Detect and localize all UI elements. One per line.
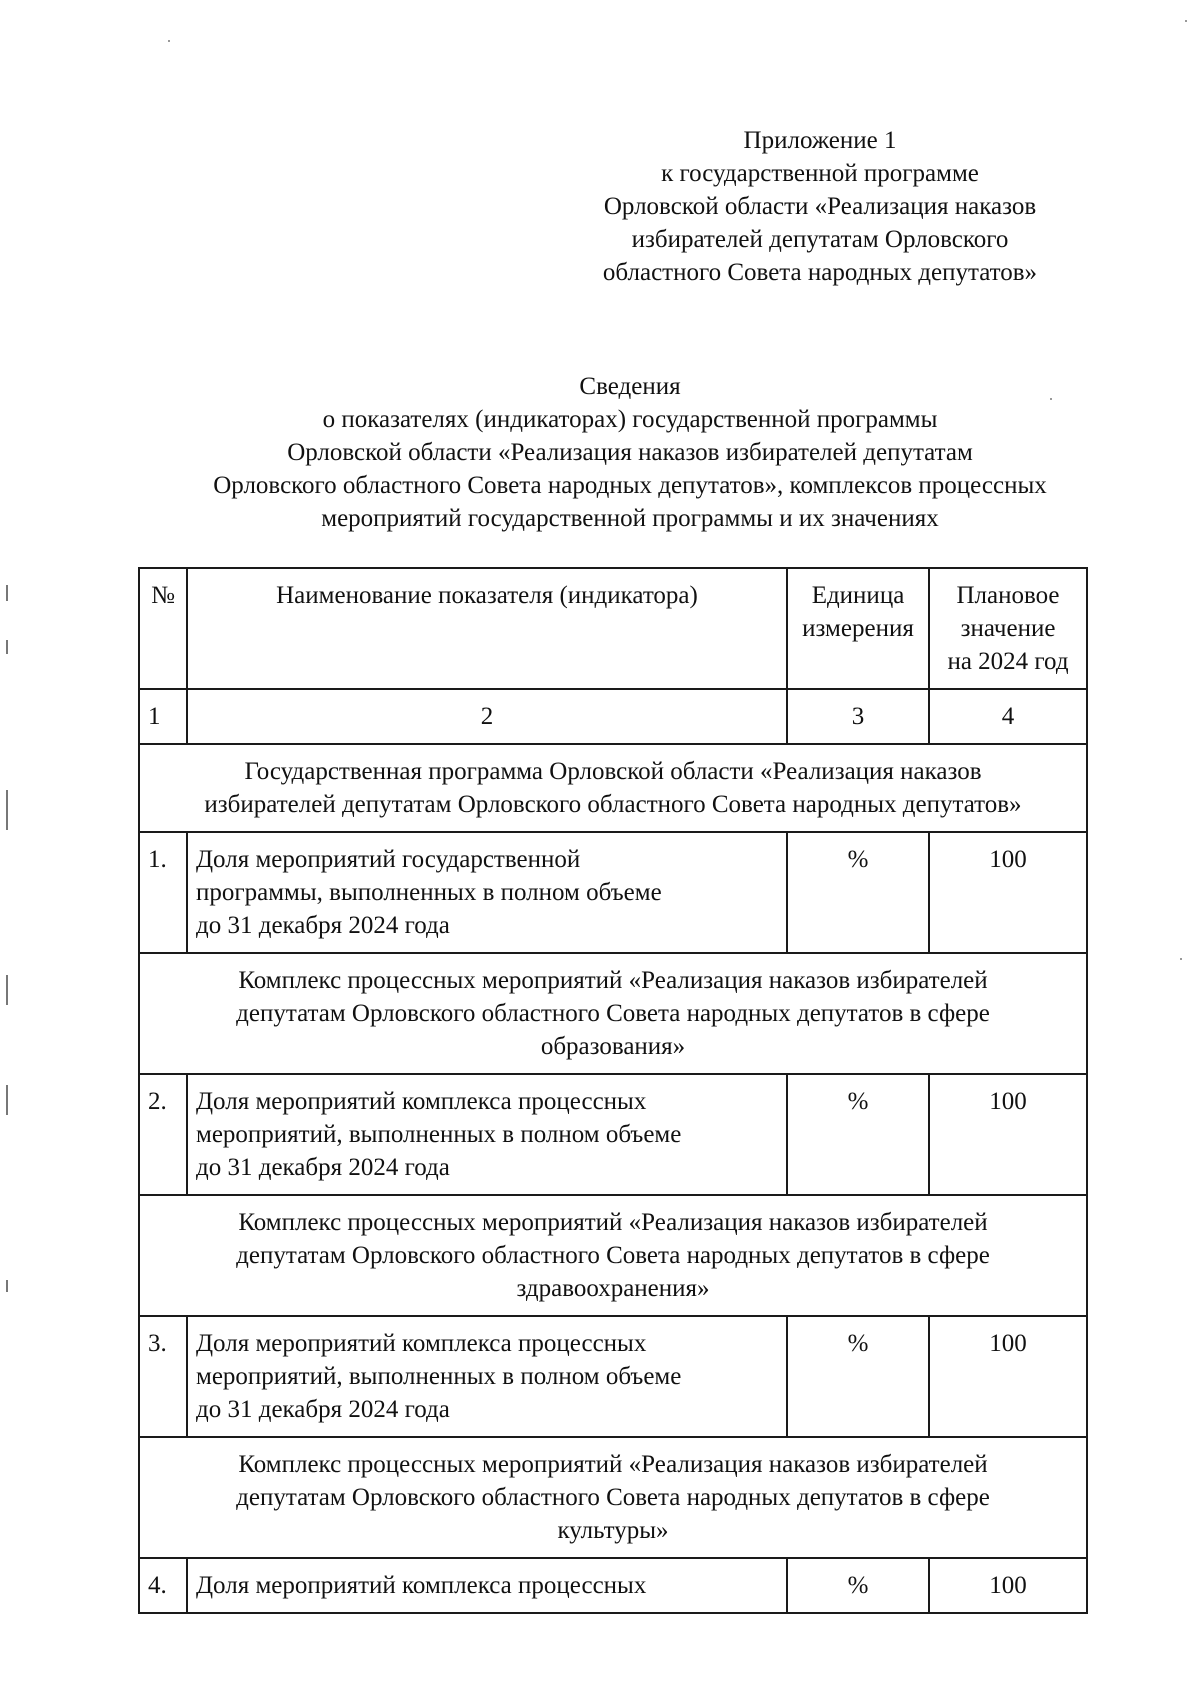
header-unit-line: Единица xyxy=(811,582,905,609)
row-name-line: мероприятий, выполненных в полном объеме xyxy=(196,1363,682,1390)
row-value: 100 xyxy=(929,832,1087,953)
appendix-line: избирателей депутатам Орловского xyxy=(631,226,1009,253)
row-name xyxy=(187,832,787,953)
row-name-line: мероприятий, выполненных в полном объеме xyxy=(196,1121,682,1148)
section-title-row xyxy=(139,953,1087,1074)
scan-edge-mark xyxy=(6,790,8,830)
header-unit xyxy=(787,568,929,689)
header-value-line: на 2024 год xyxy=(947,648,1069,675)
row-name-line: до 31 декабря 2024 года xyxy=(196,1154,450,1181)
appendix-line: Приложение 1 xyxy=(743,127,897,154)
scan-edge-mark xyxy=(6,975,8,1005)
row-name-line: до 31 декабря 2024 года xyxy=(196,912,450,939)
row-name xyxy=(187,1558,787,1613)
appendix-line: Орловской области «Реализация наказов xyxy=(603,193,1037,220)
row-value: 100 xyxy=(929,1074,1087,1195)
section-title-line: избирателей депутатам Орловского областного Совета народных депутатов» xyxy=(204,791,1022,818)
section-title-line: Комплекс процессных мероприятий «Реализация наказов избирателей xyxy=(238,1209,988,1236)
section-title-row xyxy=(139,1195,1087,1316)
heading-line: о показателях (индикаторах) государственной программы xyxy=(322,406,938,433)
heading-line: мероприятий государственной программы и их значениях xyxy=(321,505,939,532)
section-title-line: депутатам Орловского областного Совета народных депутатов в сфере xyxy=(236,1000,990,1027)
row-name-line: Доля мероприятий комплекса процессных xyxy=(196,1088,647,1115)
appendix-line: к государственной программе xyxy=(661,160,979,187)
column-number: 4 xyxy=(929,689,1087,744)
row-num: 1. xyxy=(139,832,187,953)
table-header-row xyxy=(139,568,1087,689)
header-value xyxy=(929,568,1087,689)
row-name-line: Доля мероприятий государственной xyxy=(196,846,581,873)
scan-edge-mark xyxy=(6,585,8,601)
row-name-line: программы, выполненных в полном объеме xyxy=(196,879,662,906)
row-value: 100 xyxy=(929,1558,1087,1613)
header-value-line: Плановое xyxy=(956,582,1060,609)
section-title xyxy=(139,744,1087,832)
row-name xyxy=(187,1316,787,1437)
section-title-line: здравоохранения» xyxy=(516,1275,710,1302)
section-title-row xyxy=(139,744,1087,832)
header-unit-line: измерения xyxy=(802,615,914,642)
section-title-line: депутатам Орловского областного Совета народных депутатов в сфере xyxy=(236,1484,990,1511)
row-unit: % xyxy=(787,832,929,953)
section-title-line: депутатам Орловского областного Совета народных депутатов в сфере xyxy=(236,1242,990,1269)
row-num: 4. xyxy=(139,1558,187,1613)
indicators-table xyxy=(138,567,1088,1614)
row-name-line: Доля мероприятий комплекса процессных xyxy=(196,1330,647,1357)
row-num: 2. xyxy=(139,1074,187,1195)
heading-line: Орловской области «Реализация наказов избирателей депутатам xyxy=(287,439,973,466)
scan-edge-mark xyxy=(6,1085,8,1115)
row-unit: % xyxy=(787,1316,929,1437)
section-title xyxy=(139,1437,1087,1558)
table-row xyxy=(139,832,1087,953)
column-number: 3 xyxy=(787,689,929,744)
table-row xyxy=(139,1316,1087,1437)
section-title xyxy=(139,1195,1087,1316)
section-title xyxy=(139,953,1087,1074)
scan-speck xyxy=(168,40,170,42)
heading-title: Сведения xyxy=(579,373,681,400)
table-row xyxy=(139,1074,1087,1195)
row-name-line: до 31 декабря 2024 года xyxy=(196,1396,450,1423)
section-title-line: Комплекс процессных мероприятий «Реализация наказов избирателей xyxy=(238,967,988,994)
row-unit: % xyxy=(787,1074,929,1195)
row-num: 3. xyxy=(139,1316,187,1437)
scan-edge-mark xyxy=(6,1280,8,1292)
section-title-line: культуры» xyxy=(557,1517,669,1544)
header-num: № xyxy=(139,568,187,689)
column-number-row xyxy=(139,689,1087,744)
section-title-line: Государственная программа Орловской области «Реализация наказов xyxy=(244,758,982,785)
heading-line: Орловского областного Совета народных депутатов», комплексов процессных xyxy=(213,472,1047,499)
row-unit: % xyxy=(787,1558,929,1613)
header-value-line: значение xyxy=(960,615,1056,642)
appendix-block xyxy=(560,124,1080,289)
scan-edge-mark xyxy=(6,640,8,654)
column-number: 2 xyxy=(187,689,787,744)
column-number: 1 xyxy=(139,689,187,744)
document-heading xyxy=(120,370,1140,535)
scan-speck xyxy=(1180,958,1182,960)
section-title-line: образования» xyxy=(540,1033,686,1060)
table-row xyxy=(139,1558,1087,1613)
section-title-line: Комплекс процессных мероприятий «Реализация наказов избирателей xyxy=(238,1451,988,1478)
header-name: Наименование показателя (индикатора) xyxy=(187,568,787,689)
appendix-line: областного Совета народных депутатов» xyxy=(602,259,1038,286)
row-name-line: Доля мероприятий комплекса процессных xyxy=(196,1572,647,1599)
scan-speck xyxy=(1185,20,1187,22)
row-value: 100 xyxy=(929,1316,1087,1437)
section-title-row xyxy=(139,1437,1087,1558)
row-name xyxy=(187,1074,787,1195)
